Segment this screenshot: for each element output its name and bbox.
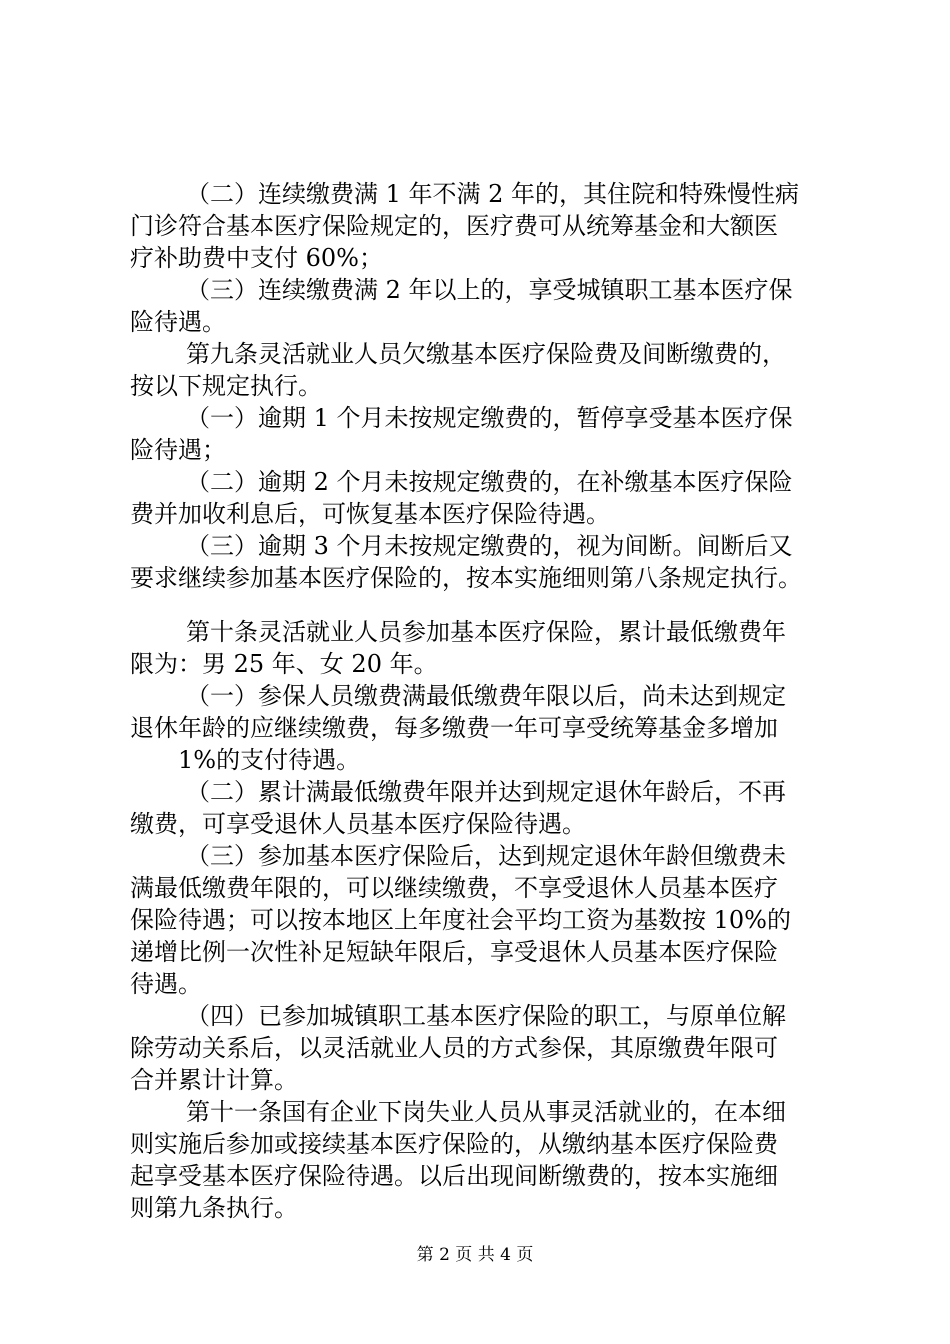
text-line: 缴费，可享受退休人员基本医疗保险待遇。 — [130, 810, 586, 838]
page-number-footer: 第 2 页 共 4 页 — [416, 1245, 534, 1265]
text-line: 保险待遇；可以按本地区上年度社会平均工资为基数按 10%的 — [130, 906, 791, 934]
text-line: （二）连续缴费满 1 年不满 2 年的，其住院和特殊慢性病 — [186, 180, 800, 208]
text-line: 第十条灵活就业人员参加基本医疗保险，累计最低缴费年 — [186, 618, 786, 646]
text-line: 要求继续参加基本医疗保险的，按本实施细则第八条规定执行。 — [130, 564, 802, 592]
text-line: （一）参保人员缴费满最低缴费年限以后，尚未达到规定 — [186, 682, 786, 710]
text-line: （三）连续缴费满 2 年以上的，享受城镇职工基本医疗保 — [186, 276, 793, 304]
text-line: 险待遇。 — [130, 308, 226, 336]
text-line: 费并加收利息后，可恢复基本医疗保险待遇。 — [130, 500, 610, 528]
text-line: 限为：男 25 年、女 20 年。 — [130, 650, 438, 678]
text-line: 起享受基本医疗保险待遇。以后出现间断缴费的，按本实施细 — [130, 1162, 778, 1190]
text-line: （三）参加基本医疗保险后，达到规定退休年龄但缴费未 — [186, 842, 786, 870]
text-line: 待遇。 — [130, 970, 202, 998]
text-line: 满最低缴费年限的，可以继续缴费，不享受退休人员基本医疗 — [130, 874, 778, 902]
text-line: （四）已参加城镇职工基本医疗保险的职工，与原单位解 — [186, 1002, 786, 1030]
text-line: 除劳动关系后，以灵活就业人员的方式参保，其原缴费年限可 — [130, 1034, 778, 1062]
text-line: 退休年龄的应继续缴费，每多缴费一年可享受统筹基金多增加 — [130, 714, 778, 742]
text-line: 按以下规定执行。 — [130, 372, 322, 400]
text-line: 则第九条执行。 — [130, 1194, 298, 1222]
text-line: （二）逾期 2 个月未按规定缴费的，在补缴基本医疗保险 — [186, 468, 793, 496]
text-line: 第十一条国有企业下岗失业人员从事灵活就业的，在本细 — [186, 1098, 786, 1126]
text-line: （二）累计满最低缴费年限并达到规定退休年龄后，不再 — [186, 778, 786, 806]
text-line: 1%的支付待遇。 — [178, 746, 361, 774]
text-line: 则实施后参加或接续基本医疗保险的，从缴纳基本医疗保险费 — [130, 1130, 778, 1158]
text-line: （三）逾期 3 个月未按规定缴费的，视为间断。间断后又 — [186, 532, 793, 560]
text-line: 第九条灵活就业人员欠缴基本医疗保险费及间断缴费的， — [186, 340, 786, 368]
text-line: （一）逾期 1 个月未按规定缴费的，暂停享受基本医疗保 — [186, 404, 793, 432]
text-line: 门诊符合基本医疗保险规定的，医疗费可从统筹基金和大额医 — [130, 212, 778, 240]
text-line: 疗补助费中支付 60%； — [130, 244, 383, 272]
text-line: 递增比例一次性补足短缺年限后，享受退休人员基本医疗保险 — [130, 938, 778, 966]
text-line: 合并累计计算。 — [130, 1066, 298, 1094]
text-line: 险待遇； — [130, 436, 226, 464]
